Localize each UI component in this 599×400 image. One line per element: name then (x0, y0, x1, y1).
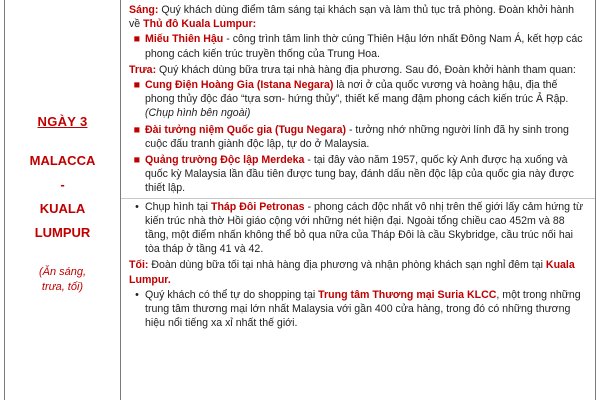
place-text: - phong cách độc nhất vô nhị trên thế giới lấy cảm hứng từ kiến trúc nhà thờ Hồi giáo cộng với những nét hiện đại. Ngoài tổng chiều cao 452m và 88 tầng, một điểm nhấn không thể bỏ qua nữa của Tháp Đôi là cầu Skybridge, cầu trúc nối hai tòa tháp ở tầng 41 và 42. (145, 200, 584, 256)
noon-label: Trưa: (129, 63, 157, 76)
morning-destination: Thủ đô Kuala Lumpur: (143, 18, 257, 31)
place-text: - công trình tâm linh thờ cúng Thiên Hậu lớn nhất Đông Nam Á, kết hợp các phong cách kiến trúc truyền thống của Trung Hoa. (145, 33, 583, 60)
location-kuala: KUALA (39, 200, 86, 216)
evening-paragraph (129, 258, 587, 286)
place-name: Cung Điện Hoàng Gia (Istana Negara) (145, 79, 334, 92)
list-item (133, 78, 587, 121)
evening-text: Đoàn dùng bữa tối tại nhà hàng địa phương và nhận phòng khách sạn nghỉ đêm tại (148, 259, 546, 272)
location-lumpur: LUMPUR (34, 224, 91, 240)
round-bullet-icon: • (135, 288, 139, 301)
day-title: NGÀY 3 (37, 113, 88, 129)
photo-list (129, 200, 587, 257)
square-bullet-icon: ■ (133, 79, 141, 92)
schedule-column (121, 0, 595, 400)
noon-text: Quý khách dùng bữa trưa tại nhà hàng địa phương. Sau đó, Đoàn khởi hành tham quan: (156, 63, 576, 76)
morning-text: Quý khách dùng điểm tâm sáng tại khách sạn và làm thủ tục trả phòng. Đoàn khởi hành về (129, 4, 575, 31)
list-item (133, 153, 587, 196)
list-item (135, 200, 587, 257)
square-bullet-icon: ■ (133, 123, 141, 136)
list-item (133, 32, 587, 60)
itinerary-table (4, 0, 596, 400)
place-name: Tháp Đôi Petronas (210, 200, 305, 213)
place-name: Miếu Thiên Hậu (145, 33, 224, 46)
shopping-pre: Quý khách có thể tự do shopping tại (145, 288, 319, 301)
square-bullet-icon: ■ (133, 33, 141, 46)
meals-line-1: (Ăn sáng, (38, 265, 87, 278)
place-text: là nơi ở của quốc vương và hoàng hậu, địa thế phong thủy độc đáo “tựa sơn- hứng thủy”, thiết kế mang đậm phong cách kiến trúc Ả Rập. (145, 79, 569, 106)
place-name: Quảng trường Độc lập Merdeka (145, 154, 305, 167)
morning-label: Sáng: (129, 4, 159, 16)
evening-label: Tối: (129, 259, 149, 272)
place-text: - tại đây vào năm 1957, quốc kỳ Anh được hạ xuống và quốc kỳ Malaysia lần đầu tiên được tung bay, đánh dấu nền độc lập của quốc gia này được thiết lập. (145, 154, 574, 195)
place-text: , một trong những trung tâm thương mại lớn nhất Malaysia với gần 400 cửa hàng, trong đó có những thương hiệu nổi tiếng xa xỉ nhất thế giới. (145, 288, 581, 330)
list-item (133, 123, 587, 151)
location-malacca: MALACCA (29, 152, 96, 168)
morning-list (129, 32, 587, 60)
location-dash: - (60, 176, 65, 192)
day-column (5, 0, 121, 400)
place-note: (Chụp hình bên ngoài) (145, 107, 251, 120)
noon-list (129, 78, 587, 196)
round-bullet-icon: • (135, 200, 139, 213)
morning-paragraph (129, 3, 587, 31)
place-name: Trung tâm Thương mại Suria KLCC (318, 288, 497, 301)
place-text: - tưởng nhớ những người lính đã hy sinh trong cuộc đấu tranh giành độc lập, tự do ở Malaysia. (145, 123, 569, 150)
evening-destination: Kuala Lumpur. (129, 259, 575, 286)
place-name: Đài tưởng niệm Quốc gia (Tugu Negara) (145, 123, 346, 136)
divider (121, 198, 595, 199)
square-bullet-icon: ■ (133, 154, 141, 167)
list-item (135, 288, 587, 331)
noon-paragraph (129, 63, 587, 77)
photo-pre: Chụp hình tại (145, 200, 211, 213)
evening-list (129, 288, 587, 331)
meals-note (39, 265, 86, 295)
meals-line-2: trưa, tối) (41, 280, 84, 293)
